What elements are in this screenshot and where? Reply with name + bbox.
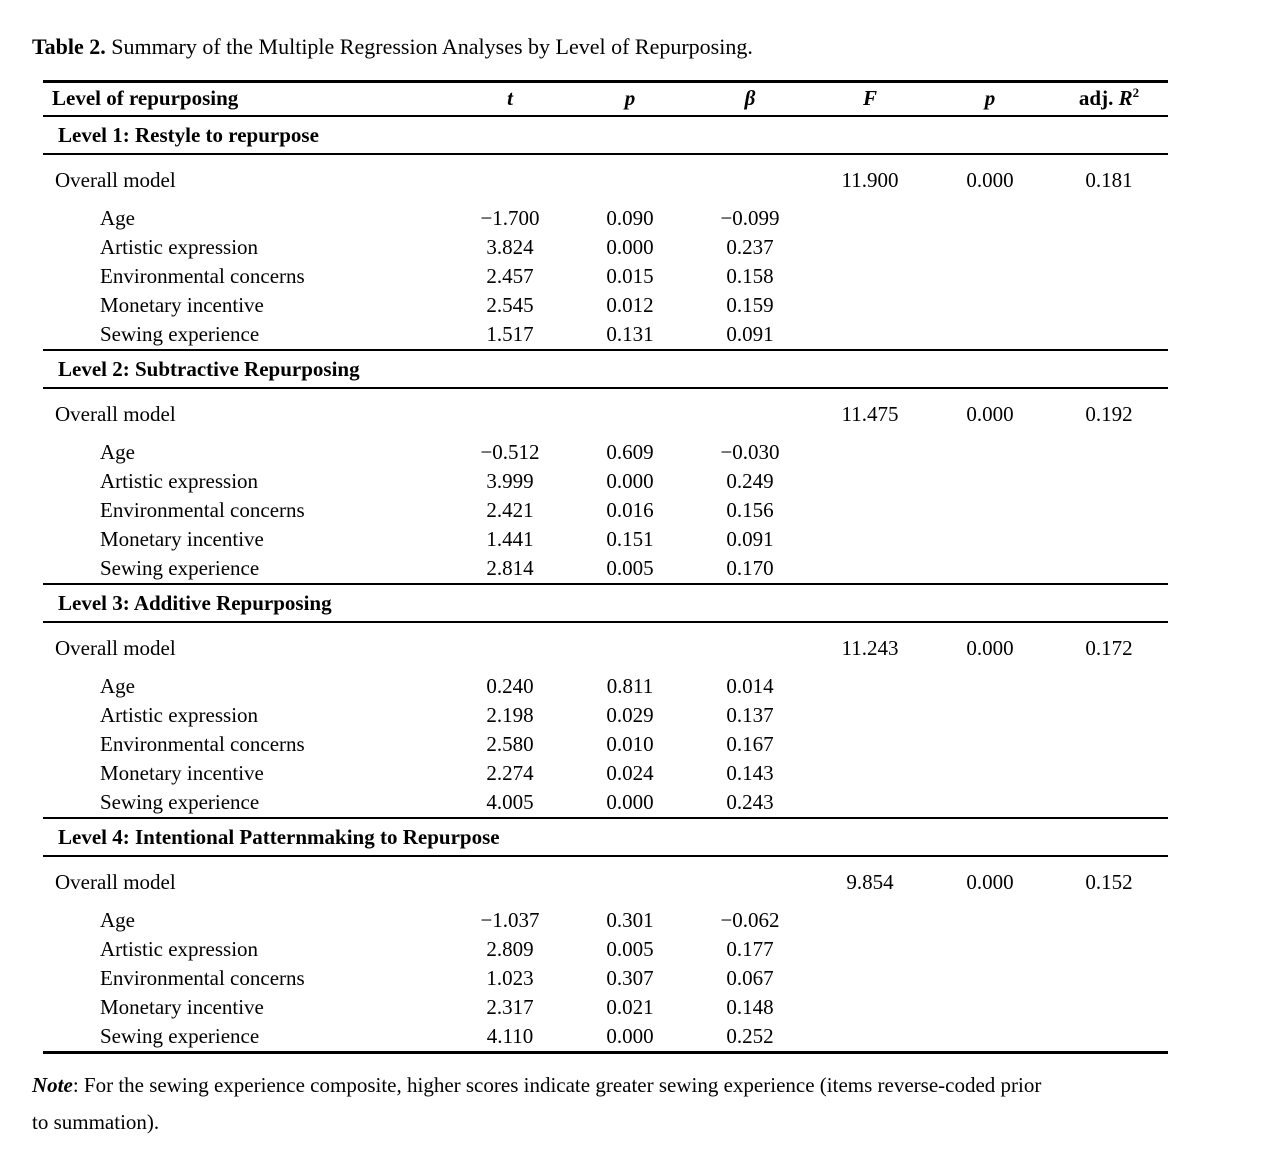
predictor-row — [43, 554, 1168, 584]
predictor-beta-value: 0.243 — [690, 788, 810, 818]
overall-adj-r2-value: 0.152 — [1085, 870, 1133, 894]
empty-cell — [690, 154, 810, 204]
predictor-label: Age — [100, 440, 135, 464]
predictor-p-value: 0.301 — [606, 908, 654, 932]
empty-cell — [930, 993, 1050, 1022]
empty-cell — [570, 856, 690, 906]
empty-cell — [930, 730, 1050, 759]
predictor-beta-value: 0.237 — [726, 235, 774, 259]
overall-f-value: 11.900 — [841, 168, 899, 192]
predictor-beta-value: 0.148 — [726, 995, 774, 1019]
empty-cell — [1050, 993, 1168, 1022]
note-label: Note — [32, 1073, 73, 1097]
predictor-row — [43, 320, 1168, 350]
predictor-p-value: 0.029 — [606, 703, 654, 727]
adj-prefix: adj. — [1078, 86, 1119, 110]
adj-r-superscript: 2 — [1132, 85, 1140, 100]
predictor-row — [43, 935, 1168, 964]
predictor-t-value: 4.110 — [486, 1024, 534, 1048]
table-note — [32, 1067, 1257, 1141]
empty-cell — [1050, 496, 1168, 525]
predictor-p-value: 0.021 — [606, 995, 654, 1019]
predictor-t-value: 2.198 — [486, 703, 534, 727]
empty-cell — [570, 154, 690, 204]
overall-model-row — [43, 856, 1168, 906]
empty-cell — [930, 1022, 1050, 1053]
predictor-t-value: 2.814 — [450, 554, 570, 584]
empty-cell — [690, 856, 810, 906]
predictor-row — [43, 730, 1168, 759]
predictor-beta-value: 0.137 — [726, 703, 774, 727]
empty-cell — [1050, 467, 1168, 496]
predictor-t-value: −1.700 — [480, 206, 540, 230]
predictor-label: Environmental concerns — [100, 732, 305, 756]
predictor-p-value: 0.000 — [606, 235, 654, 259]
section-header-row — [43, 584, 1168, 622]
predictor-row — [43, 1022, 1168, 1053]
overall-model-label: Overall model — [55, 636, 176, 660]
col-header-t: t — [450, 82, 570, 117]
predictor-row — [43, 233, 1168, 262]
predictor-beta-value: 0.143 — [726, 761, 774, 785]
empty-cell — [570, 388, 690, 438]
empty-cell — [810, 496, 930, 525]
empty-cell — [450, 154, 570, 204]
table-caption-label: Table 2. — [32, 34, 106, 59]
predictor-t-value: 2.457 — [486, 264, 534, 288]
empty-cell — [1050, 730, 1168, 759]
predictor-t-value: 3.824 — [486, 235, 534, 259]
empty-cell — [1050, 1022, 1168, 1053]
predictor-beta-value: 0.249 — [726, 469, 774, 493]
empty-cell — [1050, 320, 1168, 350]
empty-cell — [1050, 438, 1168, 467]
predictor-beta-value: 0.067 — [726, 966, 774, 990]
predictor-p-value: 0.151 — [606, 527, 654, 551]
empty-cell — [1050, 672, 1168, 701]
empty-cell — [1050, 788, 1168, 818]
empty-cell — [930, 964, 1050, 993]
empty-cell — [1050, 964, 1168, 993]
predictor-t-value: 4.005 — [450, 788, 570, 818]
adj-r-symbol: R — [1118, 86, 1133, 110]
empty-cell — [1050, 554, 1168, 584]
predictor-label: Age — [100, 674, 135, 698]
predictor-label: Monetary incentive — [100, 995, 264, 1019]
predictor-label: Age — [100, 908, 135, 932]
section-title: Level 4: Intentional Patternmaking to Repurpose — [43, 818, 1168, 856]
predictor-p-value: 0.000 — [606, 469, 654, 493]
predictor-beta-value: −0.099 — [720, 206, 780, 230]
predictor-label: Artistic expression — [100, 703, 259, 727]
empty-cell — [810, 935, 930, 964]
predictor-beta-value: −0.062 — [720, 908, 780, 932]
predictor-t-value: 1.517 — [450, 320, 570, 350]
empty-cell — [450, 622, 570, 672]
overall-adj-r2-value: 0.181 — [1085, 168, 1133, 192]
empty-cell — [810, 204, 930, 233]
predictor-label: Age — [100, 206, 135, 230]
predictor-label: Artistic expression — [100, 937, 259, 961]
overall-model-label: Overall model — [55, 870, 176, 894]
predictor-row — [43, 525, 1168, 554]
section-header-row — [43, 116, 1168, 154]
section-title: Level 1: Restyle to repurpose — [43, 116, 1168, 154]
empty-cell — [450, 388, 570, 438]
empty-cell — [810, 320, 930, 350]
overall-model-row — [43, 154, 1168, 204]
empty-cell — [1050, 759, 1168, 788]
section-title: Level 3: Additive Repurposing — [43, 584, 1168, 622]
predictor-beta-value: 0.091 — [690, 320, 810, 350]
predictor-beta-value: 0.014 — [726, 674, 774, 698]
empty-cell — [450, 856, 570, 906]
predictor-row — [43, 788, 1168, 818]
empty-cell — [930, 906, 1050, 935]
predictor-p-value: 0.016 — [606, 498, 654, 522]
overall-p-value: 0.000 — [966, 168, 1014, 192]
predictor-label: Sewing experience — [100, 1024, 260, 1048]
predictor-label: Sewing experience — [43, 554, 450, 584]
overall-p-value: 0.000 — [966, 636, 1014, 660]
overall-p-value: 0.000 — [966, 870, 1014, 894]
empty-cell — [570, 622, 690, 672]
overall-model-row — [43, 622, 1168, 672]
empty-cell — [810, 701, 930, 730]
empty-cell — [810, 438, 930, 467]
predictor-beta-value: 0.167 — [726, 732, 774, 756]
empty-cell — [810, 672, 930, 701]
empty-cell — [690, 622, 810, 672]
overall-model-label: Overall model — [55, 402, 176, 426]
empty-cell — [810, 467, 930, 496]
empty-cell — [1050, 935, 1168, 964]
overall-model-row — [43, 388, 1168, 438]
empty-cell — [930, 438, 1050, 467]
empty-cell — [930, 672, 1050, 701]
predictor-row — [43, 204, 1168, 233]
predictor-label: Environmental concerns — [100, 498, 305, 522]
empty-cell — [810, 993, 930, 1022]
col-header-p2: p — [930, 82, 1050, 117]
empty-cell — [810, 554, 930, 584]
empty-cell — [930, 525, 1050, 554]
predictor-row — [43, 672, 1168, 701]
empty-cell — [930, 204, 1050, 233]
predictor-t-value: 2.421 — [486, 498, 534, 522]
empty-cell — [1050, 525, 1168, 554]
predictor-p-value: 0.000 — [570, 788, 690, 818]
predictor-label: Monetary incentive — [100, 293, 264, 317]
table-caption-text: Summary of the Multiple Regression Analyses by Level of Repurposing. — [105, 34, 753, 59]
empty-cell — [930, 935, 1050, 964]
predictor-label: Artistic expression — [100, 469, 259, 493]
overall-f-value: 11.243 — [841, 636, 899, 660]
predictor-label: Environmental concerns — [100, 264, 305, 288]
overall-model-label: Overall model — [55, 168, 176, 192]
empty-cell — [810, 291, 930, 320]
empty-cell — [810, 525, 930, 554]
predictor-row — [43, 993, 1168, 1022]
predictor-p-value: 0.005 — [570, 554, 690, 584]
empty-cell — [930, 759, 1050, 788]
empty-cell — [1050, 291, 1168, 320]
empty-cell — [930, 233, 1050, 262]
predictor-row — [43, 964, 1168, 993]
predictor-beta-value: 0.159 — [726, 293, 774, 317]
overall-f-value: 9.854 — [846, 870, 894, 894]
predictor-row — [43, 701, 1168, 730]
table-caption — [32, 34, 1280, 60]
overall-p-value: 0.000 — [966, 402, 1014, 426]
section-header-row — [43, 350, 1168, 388]
empty-cell — [930, 467, 1050, 496]
predictor-beta-value: 0.170 — [690, 554, 810, 584]
predictor-row — [43, 906, 1168, 935]
empty-cell — [690, 388, 810, 438]
overall-adj-r2-value: 0.192 — [1085, 402, 1133, 426]
predictor-t-value: 3.999 — [486, 469, 534, 493]
predictor-t-value: 2.545 — [486, 293, 534, 317]
predictor-t-value: −1.037 — [480, 908, 540, 932]
predictor-row — [43, 262, 1168, 291]
predictor-p-value: 0.090 — [606, 206, 654, 230]
empty-cell — [930, 788, 1050, 818]
empty-cell — [930, 320, 1050, 350]
col-header-adj-r2 — [1050, 82, 1168, 117]
predictor-beta-value: 0.177 — [726, 937, 774, 961]
predictor-row — [43, 467, 1168, 496]
predictor-t-value: 2.274 — [486, 761, 534, 785]
regression-table — [43, 80, 1168, 1054]
predictor-label: Artistic expression — [100, 235, 259, 259]
empty-cell — [810, 906, 930, 935]
predictor-p-value: 0.000 — [606, 1024, 654, 1048]
empty-cell — [810, 1022, 930, 1053]
predictor-beta-value: 0.091 — [726, 527, 774, 551]
empty-cell — [1050, 906, 1168, 935]
predictor-p-value: 0.131 — [570, 320, 690, 350]
col-header-p1: p — [570, 82, 690, 117]
predictor-t-value: 2.317 — [486, 995, 534, 1019]
predictor-p-value: 0.024 — [606, 761, 654, 785]
empty-cell — [810, 262, 930, 291]
col-header-level: Level of repurposing — [43, 82, 450, 117]
empty-cell — [810, 964, 930, 993]
section-header-row — [43, 818, 1168, 856]
predictor-beta-value: 0.252 — [726, 1024, 774, 1048]
predictor-row — [43, 438, 1168, 467]
empty-cell — [810, 730, 930, 759]
column-header-row — [43, 82, 1168, 117]
predictor-t-value: 1.441 — [486, 527, 534, 551]
empty-cell — [1050, 701, 1168, 730]
predictor-p-value: 0.811 — [606, 674, 654, 698]
predictor-label: Monetary incentive — [100, 527, 264, 551]
col-header-f: F — [810, 82, 930, 117]
predictor-p-value: 0.005 — [606, 937, 654, 961]
empty-cell — [810, 233, 930, 262]
predictor-label: Sewing experience — [43, 320, 450, 350]
predictor-beta-value: 0.156 — [726, 498, 774, 522]
overall-adj-r2-value: 0.172 — [1085, 636, 1133, 660]
predictor-t-value: 2.809 — [486, 937, 534, 961]
predictor-label: Sewing experience — [43, 788, 450, 818]
empty-cell — [930, 262, 1050, 291]
predictor-t-value: 0.240 — [486, 674, 534, 698]
predictor-row — [43, 496, 1168, 525]
predictor-p-value: 0.609 — [606, 440, 654, 464]
predictor-p-value: 0.012 — [606, 293, 654, 317]
predictor-row — [43, 759, 1168, 788]
empty-cell — [1050, 262, 1168, 291]
predictor-p-value: 0.015 — [606, 264, 654, 288]
empty-cell — [1050, 233, 1168, 262]
empty-cell — [930, 554, 1050, 584]
section-title: Level 2: Subtractive Repurposing — [43, 350, 1168, 388]
note-text-line2: to summation). — [32, 1110, 160, 1134]
col-header-beta: β — [690, 82, 810, 117]
predictor-t-value: 2.580 — [486, 732, 534, 756]
empty-cell — [810, 788, 930, 818]
predictor-row — [43, 291, 1168, 320]
empty-cell — [810, 759, 930, 788]
overall-f-value: 11.475 — [841, 402, 899, 426]
predictor-beta-value: −0.030 — [720, 440, 780, 464]
empty-cell — [930, 701, 1050, 730]
predictor-p-value: 0.010 — [606, 732, 654, 756]
empty-cell — [1050, 204, 1168, 233]
predictor-t-value: −0.512 — [480, 440, 540, 464]
predictor-t-value: 1.023 — [486, 966, 534, 990]
predictor-label: Monetary incentive — [100, 761, 264, 785]
predictor-p-value: 0.307 — [606, 966, 654, 990]
predictor-label: Environmental concerns — [100, 966, 305, 990]
note-text-line1: : For the sewing experience composite, higher scores indicate greater sewing experience (items reverse-coded prior — [72, 1073, 1042, 1097]
predictor-beta-value: 0.158 — [726, 264, 774, 288]
empty-cell — [930, 291, 1050, 320]
empty-cell — [930, 496, 1050, 525]
